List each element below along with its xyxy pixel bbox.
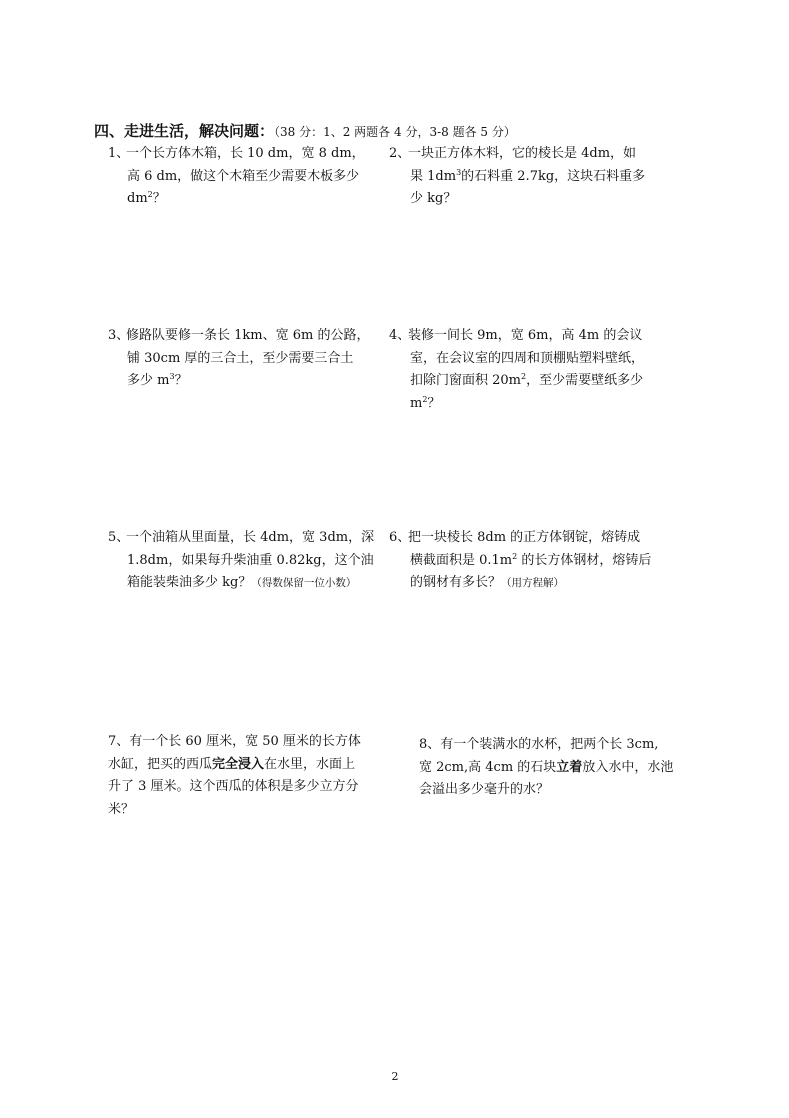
- problem-5: [108, 527, 390, 597]
- section-title: 四、走进生活，解决问题：: [94, 122, 275, 140]
- problem-number: 8、: [419, 737, 441, 752]
- problem-line: [108, 754, 361, 777]
- text-fragment: 扣除门窗面积 20m: [410, 373, 522, 388]
- text-fragment: 多少 m: [127, 373, 170, 388]
- exponent: 2: [512, 551, 518, 561]
- problem-line: [419, 734, 673, 757]
- problem-line: 升了 3 厘米。这个西瓜的体积是多少立方分: [108, 779, 359, 794]
- text-fragment: m: [410, 395, 423, 411]
- exponent: 2: [422, 394, 428, 404]
- problem-line: 把一块棱长 8dm 的正方体钢锭，熔铸成: [408, 530, 641, 545]
- section-header: [94, 121, 734, 142]
- emphasis-text: 完全浸入: [212, 756, 265, 772]
- problem-line: [408, 550, 651, 573]
- problem-3: [108, 325, 388, 395]
- problem-line: 米？: [108, 801, 135, 817]
- problem-line: 一个油箱从里面量，长 4dm，宽 3dm，深: [126, 530, 375, 545]
- problem-line: 室，在会议室的四周和顶棚贴塑料壁纸，: [410, 350, 645, 366]
- problem-line: 会溢出多少毫升的水？: [419, 782, 550, 797]
- text-fragment: 的石料重 2.7kg，这块石料重多: [461, 168, 646, 184]
- problem-text: [408, 143, 645, 211]
- text-fragment: 箱能装柴油多少 kg？: [127, 575, 252, 590]
- text-fragment: 水缸，把买的西瓜: [108, 756, 213, 772]
- question-mark: ？: [427, 395, 441, 411]
- problem-number: 3、: [108, 328, 130, 343]
- problem-text: [408, 527, 651, 595]
- problem-text: [126, 143, 365, 211]
- problem-4: [389, 325, 679, 420]
- problem-number: 6、: [389, 530, 411, 545]
- question-mark: ？: [152, 191, 166, 206]
- unit-text: dm: [127, 191, 148, 206]
- problem-8: [419, 734, 709, 804]
- problem-line: [408, 370, 644, 393]
- problem-line: 1.8dm，如果每升柴油重 0.82kg，这个油: [127, 552, 374, 568]
- text-fragment: 横截面积是 0.1m: [410, 552, 513, 568]
- problem-line: [126, 572, 374, 595]
- problem-text: [108, 731, 361, 821]
- section-scoring-note: （38 分：1、2 两题各 4 分，3-8 题各 5 分）: [274, 125, 516, 139]
- problem-line: [126, 188, 365, 211]
- text-fragment: 有一个长 60 厘米，宽 50 厘米的长方体: [129, 734, 361, 749]
- rounding-note: （得数保留一位小数）: [251, 577, 357, 589]
- problem-number: 2、: [389, 146, 411, 161]
- problem-line: [108, 731, 361, 754]
- problem-line: 装修一间长 9m，宽 6m，高 4m 的会议: [408, 328, 643, 343]
- problem-text: [126, 325, 369, 393]
- text-fragment: ，至少需要壁纸多少: [526, 373, 644, 388]
- problem-1: [108, 143, 388, 213]
- problem-line: [408, 166, 645, 189]
- text-fragment: 果 1dm: [410, 168, 457, 184]
- exponent: 3: [456, 167, 462, 177]
- problem-6: [389, 527, 679, 597]
- problem-line: 一块正方体木料，它的棱长是 4dm，如: [408, 146, 637, 161]
- problem-number: 4、: [389, 328, 411, 343]
- text-fragment: 宽 2cm,高 4cm 的石块: [419, 759, 557, 775]
- problem-number: 1、: [108, 146, 130, 161]
- text-fragment: 在水里，水面上: [264, 756, 356, 772]
- problem-2: [389, 143, 679, 213]
- problem-line: 铺 30cm 厚的三合土，至少需要三合土: [127, 350, 354, 366]
- problem-line: 一个长方体木箱，长 10 dm，宽 8 dm，: [126, 146, 365, 161]
- text-fragment: 有一个装满水的水杯，把两个长 3cm,: [440, 737, 659, 752]
- problem-number: 5、: [108, 530, 130, 545]
- problem-line: [408, 572, 651, 595]
- exponent: 3: [169, 372, 175, 381]
- method-note: （用方程解）: [501, 577, 565, 589]
- exponent: 2: [521, 372, 527, 381]
- problem-line: 修路队要修一条长 1km、宽 6m 的公路，: [126, 328, 370, 343]
- problem-7: [108, 731, 390, 826]
- question-mark: ？: [174, 373, 188, 388]
- text-fragment: 的钢材有多长？: [410, 575, 502, 590]
- problem-number: 7、: [108, 734, 130, 749]
- problem-line: [419, 757, 673, 780]
- problem-line: [126, 370, 369, 393]
- problem-text: [419, 734, 673, 802]
- problem-line: 少 kg？: [410, 191, 457, 206]
- problem-text: [126, 527, 374, 595]
- problem-text: [408, 325, 644, 415]
- problem-line: 高 6 dm，做这个木箱至少需要木板多少: [127, 168, 360, 184]
- text-fragment: 的长方体钢材，熔铸后: [517, 552, 652, 568]
- text-fragment: 放入水中，水池: [582, 759, 674, 775]
- exponent: 2: [147, 190, 153, 199]
- page-number: 2: [391, 1070, 399, 1083]
- emphasis-text: 立着: [556, 759, 583, 775]
- problem-line: [408, 393, 644, 416]
